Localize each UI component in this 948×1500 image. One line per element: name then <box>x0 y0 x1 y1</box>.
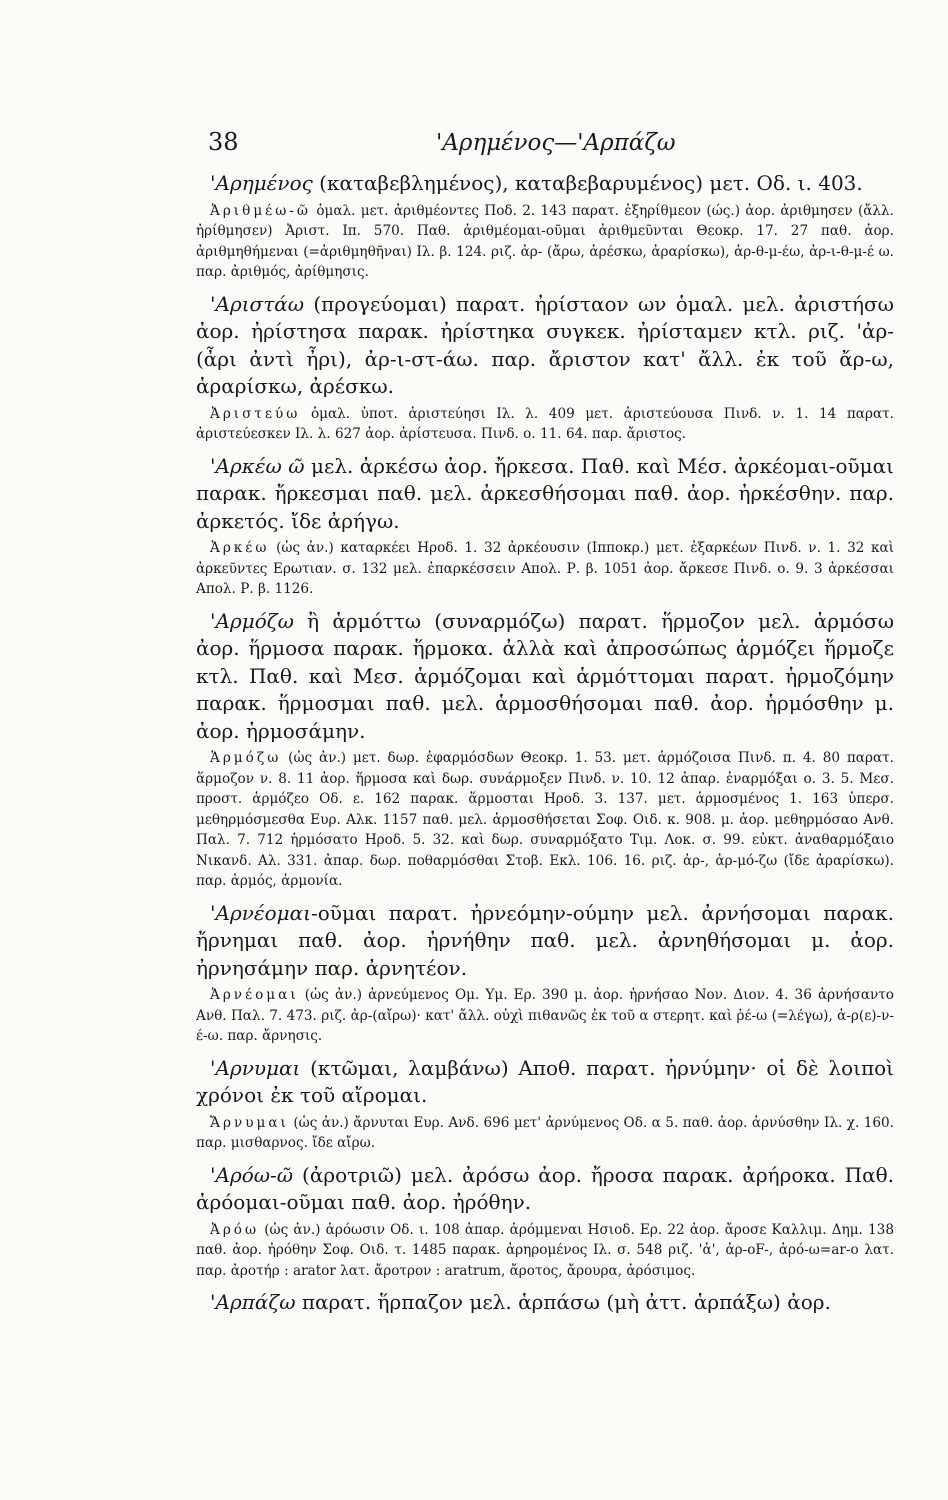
entry-subtext <box>196 538 894 600</box>
sub-lemma: Ἁρμόζω <box>210 750 282 766</box>
entry-text: ἢ ἁρμόττω (συναρμόζω) παρατ. ἥρμοζον μελ. ἁρμόσω ἀορ. ἥρμοσα παρακ. ἥρμοκα. ἀλλὰ καὶ ἀπροσώπως ἁρμόζει ἥρμοζε κτλ. Παθ. καὶ Μεσ. ἁρμόζομαι καὶ ἁρμόττομαι παρατ. ἡρμοζόμην παρακ. ἥρμοσμαι παθ. μελ. ἁρμοσθήσομαι παθ. ἀορ. ἡρμόσθην μ. ἀορ. ἡρμοσάμην. <box>196 608 895 743</box>
dictionary-entry <box>196 608 894 892</box>
sub-lemma: Ἄρνυμαι <box>210 1114 289 1131</box>
entry-text: παρατ. ἥρπαζον μελ. ἁρπάσω (μὴ ἀττ. ἁρπάξω) ἀορ. <box>301 1290 831 1314</box>
entry-subtext <box>196 201 894 283</box>
entry-main <box>196 1055 894 1110</box>
dictionary-entry <box>196 900 894 1047</box>
sub-text: (ὡς ἀν.) καταρκέει Ηροδ. 1. 32 ἀρκέουσιν (Ιπποκρ.) μετ. ἐξαρκέων Πινδ. ν. 1. 32 καὶ ἀρκεῦντες Ερωτιαν. σ. 132 μελ. ἐπαρκέσσειν Απολ. Ρ. β. 1051 ἀορ. ἄρκεσε Πινδ. ο. 9. 3 ἀρκέσσαι Απολ. Ρ. β. 1126. <box>196 540 895 597</box>
entry-lemma: 'Αρόω-ῶ <box>210 1162 294 1187</box>
entry-lemma: 'Αρπάζω <box>210 1290 296 1314</box>
sub-text: (ὡς ἀν.) ἀρόωσιν Οδ. ι. 108 ἀπαρ. ἀρόμμεναι Ησιοδ. Ερ. 22 ἀορ. ἄροσε Καλλιμ. Δημ. 138 παθ. ἀορ. ἠρόθην Σοφ. Οιδ. τ. 1485 παρακ. ἀρηρομένος Ιλ. σ. 548 ριζ. 'ἀ', ἀρ-οF-, ἀρό-ω=ar-o λατ. παρ. ἀροτήρ : arator λατ. ἄροτρον : aratrum, ἄροτος, ἄρουρα, ἀρόσιμος. <box>196 1221 894 1279</box>
entry-main <box>196 291 894 401</box>
sub-lemma: Ἀριθμέω-ῶ <box>210 202 311 219</box>
sub-text: ὁμαλ. ὑποτ. ἀριστεύησι Ιλ. λ. 409 μετ. ἀριστεύουσα Πινδ. ν. 1. 14 παρατ. ἀριστεύεσκεν Ιλ. λ. 627 ἀορ. ἀρίστευσα. Πινδ. ο. 11. 64. παρ. ἄριστος. <box>196 405 894 442</box>
entry-lemma: 'Αριστάω <box>210 291 305 316</box>
entry-lemma: 'Αρκέω ῶ <box>210 453 305 478</box>
dictionary-entry <box>196 291 894 445</box>
entries-body <box>196 170 894 1322</box>
sub-lemma: Ἀρκέω <box>210 540 270 556</box>
page-header <box>204 128 894 168</box>
entry-main <box>196 170 894 198</box>
dictionary-entry <box>196 1055 894 1154</box>
entry-main <box>196 1289 894 1317</box>
entry-main <box>196 608 894 746</box>
sub-lemma: Ἀρνέομαι <box>210 987 299 1003</box>
entry-text: (κτῶμαι, λαμβάνω) Αποθ. παρατ. ἠρνύμην· οἱ δὲ λοιποὶ χρόνοι ἐκ τοῦ αἴρομαι. <box>196 1055 894 1107</box>
dictionary-entry <box>196 1289 894 1317</box>
entry-text: (προγεύομαι) παρατ. ἠρίσταον ων ὁμαλ. μελ. ἀριστήσω ἀορ. ἠρίστησα παρακ. ἠρίστηκα συγκεκ. ἠρίσταμεν κτλ. ριζ. 'ἀρ- (ἆρι ἀντὶ ἦρι), ἀρ-ι-στ-άω. παρ. ἄριστον κατ' ἄλλ. ἐκ τοῦ ἄρ-ω, ἀραρίσκω, ἀρέσκω. <box>196 291 894 398</box>
sub-text: (ὡς ἀν.) ἄρνυται Ευρ. Ανδ. 696 μετ' ἀρνύμενος Οδ. α 5. παθ. ἀορ. ἀρνύσθην Ιλ. χ. 160. παρ. μισθαρνος. ἴδε αἴρω. <box>196 1114 894 1151</box>
entry-subtext <box>196 404 894 445</box>
sub-lemma: Ἀριστεύω <box>210 405 301 422</box>
entry-main <box>196 900 894 983</box>
entry-lemma: 'Αρνυμαι <box>210 1055 301 1080</box>
page-number: 38 <box>208 128 239 156</box>
entry-main <box>196 1162 894 1217</box>
dictionary-entry <box>196 1162 894 1282</box>
dictionary-entry <box>196 170 894 283</box>
entry-subtext <box>196 1113 894 1154</box>
sub-text: ὁμαλ. μετ. ἀριθμέοντες Ποδ. 2. 143 παρατ. ἐξηρίθμεον (ώς.) ἀορ. ἀριθμησεν (ἄλλ. ἠρίθμησεν) Ἀριστ. Ιπ. 570. Παθ. ἀριθμέομαι-οῦμαι ἀριθμεῦνται Θεοκρ. 17. 27 παθ. ἀορ. ἀριθμηθήμεναι (=ἀριθμηθῆναι) Ιλ. β. 124. ριζ. ἀρ- (ἄρω, ἀρέσκω, ἀραρίσκω), ἀρ-θ-μ-έω, ἀρ-ι-θ-μ-έ ω. παρ. ἀριθμός, ἀρίθμησις. <box>196 202 894 280</box>
sub-text: (ὡς ἀν.) ἀρνεύμενος Ομ. Υμ. Ερ. 390 μ. ἀορ. ἠρνήσαο Νον. Διον. 4. 36 ἀρνήσαντο Ανθ. Παλ. 7. 473. ριζ. ἀρ-(αἴρω)· κατ' ἄλλ. οὐχὶ πιθανῶς ἐκ τοῦ α στερητ. καὶ ῥέ-ω (=λέγω), ἀ-ρ(ε)-ν-έ-ω. παρ. ἄρνησις. <box>196 987 894 1044</box>
entry-lemma: 'Αρνέομαι <box>210 900 311 925</box>
entry-text: (ἀροτριῶ) μελ. ἀρόσω ἀορ. ἤροσα παρακ. ἀρήροκα. Παθ. ἀρόομαι-οῦμαι παθ. ἀορ. ἠρόθην. <box>196 1162 895 1214</box>
entry-lemma: 'Αρμόζω <box>210 608 294 633</box>
running-head: 'Αρημένος—'Αρπάζω <box>436 130 676 156</box>
entry-text: -οῦμαι παρατ. ἠρνεόμην-ούμην μελ. ἀρνήσομαι παρακ. ἤρνημαι παθ. ἀορ. ἠρνήθην παθ. μελ. ἀρνηθήσομαι μ. ἀορ. ἠρνησάμην παρ. ἀρνητέον. <box>196 900 894 980</box>
sub-lemma: Ἀρόω <box>210 1221 260 1238</box>
entry-main <box>196 453 894 536</box>
entry-text: μελ. ἀρκέσω ἀορ. ἤρκεσα. Παθ. καὶ Μέσ. ἀρκέομαι-οῦμαι παρακ. ἤρκεσμαι παθ. μελ. ἀρκεσθήσομαι παθ. ἀορ. ἠρκέσθην. παρ. ἀρκετός. ἴδε ἀρήγω. <box>196 453 894 533</box>
dictionary-entry <box>196 453 894 600</box>
entry-text: (καταβεβλημένος), καταβεβαρυμένος) μετ. Οδ. ι. 403. <box>319 171 863 195</box>
sub-text: (ὡς ἀν.) μετ. δωρ. ἐφαρμόσδων Θεοκρ. 1. 53. μετ. ἁρμόζοισα Πινδ. π. 4. 80 παρατ. ἅρμοζον ν. 8. 11 ἀορ. ἥρμοσα καὶ δωρ. συνάρμοξεν Πινδ. ν. 10. 12 ἀπαρ. ἐναρμόξαι ο. 3. 5. Μεσ. προστ. ἁρμόζεο Οδ. ε. 162 παρακ. ἅρμοσται Ηροδ. 3. 137. μετ. ἁρμοσμένος 1. 163 ὑπερσ. μεθηρμόσμεσθα Ευρ. Αλκ. 1157 παθ. μελ. ἁρμοσθήσεται Σοφ. Οιδ. κ. 908. μ. ἀορ. μεθηρμόσαο Ανθ. Παλ. 7. 712 ἡρμόσατο Ηροδ. 5. 32. καὶ δωρ. συναρμόξατο Τιμ. Λοκ. σ. 99. εὐκτ. ἀναθαρμόξαιο Νικανδ. Αλ. 331. ἀπαρ. δωρ. ποθαρμόσθαι Στοβ. Εκλ. 106. 16. ριζ. ἀρ-, ἀρ-μό-ζω (ἴδε ἀραρίσκω). παρ. ἁρμός, ἁρμονία. <box>196 750 894 889</box>
entry-subtext <box>196 748 894 892</box>
entry-subtext <box>196 1220 894 1282</box>
entry-subtext <box>196 985 894 1047</box>
entry-lemma: 'Αρημένος <box>210 171 313 195</box>
